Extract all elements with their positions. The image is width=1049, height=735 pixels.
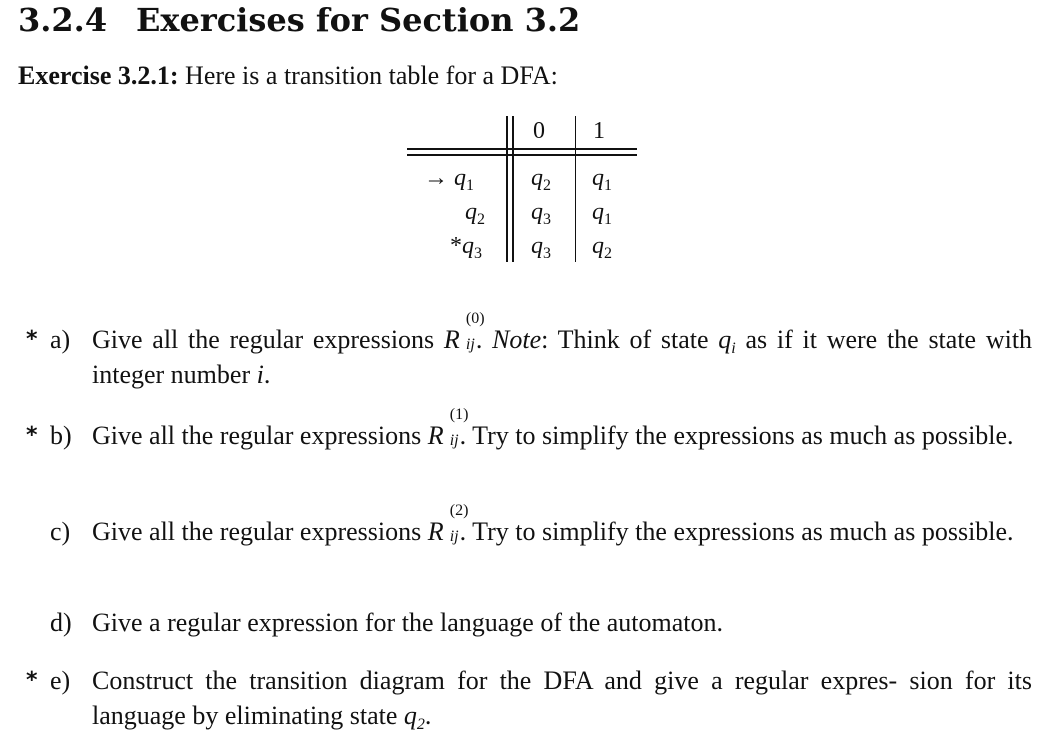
table-row-2-on0 [531, 198, 551, 226]
var-letter: q [403, 701, 417, 730]
cell-index: 2 [543, 177, 551, 194]
cell-letter: q [531, 199, 543, 225]
regex-symbol [427, 406, 469, 450]
item-text: as if it were the state with integer number [92, 325, 1033, 389]
table-row-2-on1 [592, 198, 612, 226]
state-variable [403, 701, 425, 733]
var-subscript: i [731, 340, 736, 357]
item-text: Construct the transition diagram for the DFA and give a regular expres- sion for its language by eliminating state [92, 666, 1032, 730]
cell-letter: q [531, 233, 543, 259]
regex-letter: R [443, 325, 460, 354]
item-text: Give all the regular expressions [92, 517, 422, 546]
table-row-3-state [450, 232, 482, 260]
table-row-1-on0 [531, 164, 551, 192]
var-letter: q [718, 325, 732, 354]
table-row-3-on0 [531, 232, 551, 260]
cell-index: 2 [604, 245, 612, 262]
cell-index: 1 [604, 177, 612, 194]
item-text: . Try to simplify the expressions as much as possible. [459, 421, 1014, 450]
regex-subscript: ij [449, 432, 459, 449]
exercise-text: Here is a transition table for a DFA: [185, 61, 558, 90]
table-row-1-state [424, 164, 474, 192]
regex-superscript: (2) [449, 502, 469, 519]
state-letter: q [454, 165, 466, 191]
table-row-3-on1 [592, 232, 612, 260]
table-row-2-state [465, 198, 485, 226]
regex-letter: R [427, 421, 444, 450]
table-column-rule [575, 116, 576, 262]
transition-table [0, 0, 1049, 300]
integer-variable: i [256, 360, 264, 389]
starred-marker: * [26, 327, 38, 352]
state-index: 2 [477, 211, 485, 228]
table-header-rule-top [407, 148, 637, 150]
note-label: Note [492, 325, 542, 354]
item-text: Give a regular expression for the language of the automaton. [92, 608, 723, 637]
cell-index: 3 [543, 211, 551, 228]
cell-letter: q [592, 199, 604, 225]
item-text: . [263, 360, 271, 389]
table-double-rule-right [512, 116, 514, 262]
item-letter: a) [50, 325, 71, 354]
starred-marker: * [26, 423, 38, 448]
item-letter: c) [50, 517, 71, 546]
item-text: Give all the regular expressions [92, 421, 422, 450]
table-header-0: 0 [533, 118, 545, 144]
table-header-rule-bottom [407, 154, 637, 156]
item-body [92, 406, 1032, 453]
regex-superscript: (0) [465, 310, 485, 327]
item-text: . [424, 701, 432, 730]
state-index: 1 [466, 177, 474, 194]
cell-letter: q [531, 165, 543, 191]
item-text: . [475, 325, 493, 354]
var-subscript: 2 [416, 716, 425, 733]
state-letter: q [465, 199, 477, 225]
cell-letter: q [592, 233, 604, 259]
accepting-star-icon: * [450, 233, 462, 259]
section-number: 3.2.4 [18, 1, 108, 39]
item-letter: b) [50, 421, 72, 450]
starred-marker: * [26, 668, 38, 693]
table-double-rule-left [506, 116, 508, 262]
section-title: Exercises for Section 3.2 [136, 1, 581, 39]
item-letter: e) [50, 666, 71, 695]
item-body [92, 663, 1032, 733]
state-letter: q [462, 233, 474, 259]
cell-index: 3 [543, 245, 551, 262]
table-header-1: 1 [593, 118, 605, 144]
item-text: . Try to simplify the expressions as much as possible. [459, 517, 1014, 546]
item-text: : Think of state [541, 325, 709, 354]
state-index: 3 [474, 245, 482, 262]
regex-symbol [427, 502, 469, 546]
regex-subscript: ij [465, 336, 475, 353]
cell-index: 1 [604, 211, 612, 228]
regex-symbol [443, 310, 485, 354]
regex-superscript: (1) [449, 406, 469, 423]
item-letter: d) [50, 608, 72, 637]
regex-letter: R [427, 517, 444, 546]
start-arrow-icon: → [424, 165, 448, 191]
item-body [92, 605, 1032, 640]
item-body [92, 502, 1032, 549]
exercise-label: Exercise 3.2.1: [18, 61, 179, 90]
table-row-1-on1 [592, 164, 612, 192]
cell-letter: q [592, 165, 604, 191]
regex-subscript: ij [449, 528, 459, 545]
item-body [92, 310, 1033, 392]
state-variable [718, 325, 736, 357]
item-text: Give all the regular expressions [92, 325, 435, 354]
